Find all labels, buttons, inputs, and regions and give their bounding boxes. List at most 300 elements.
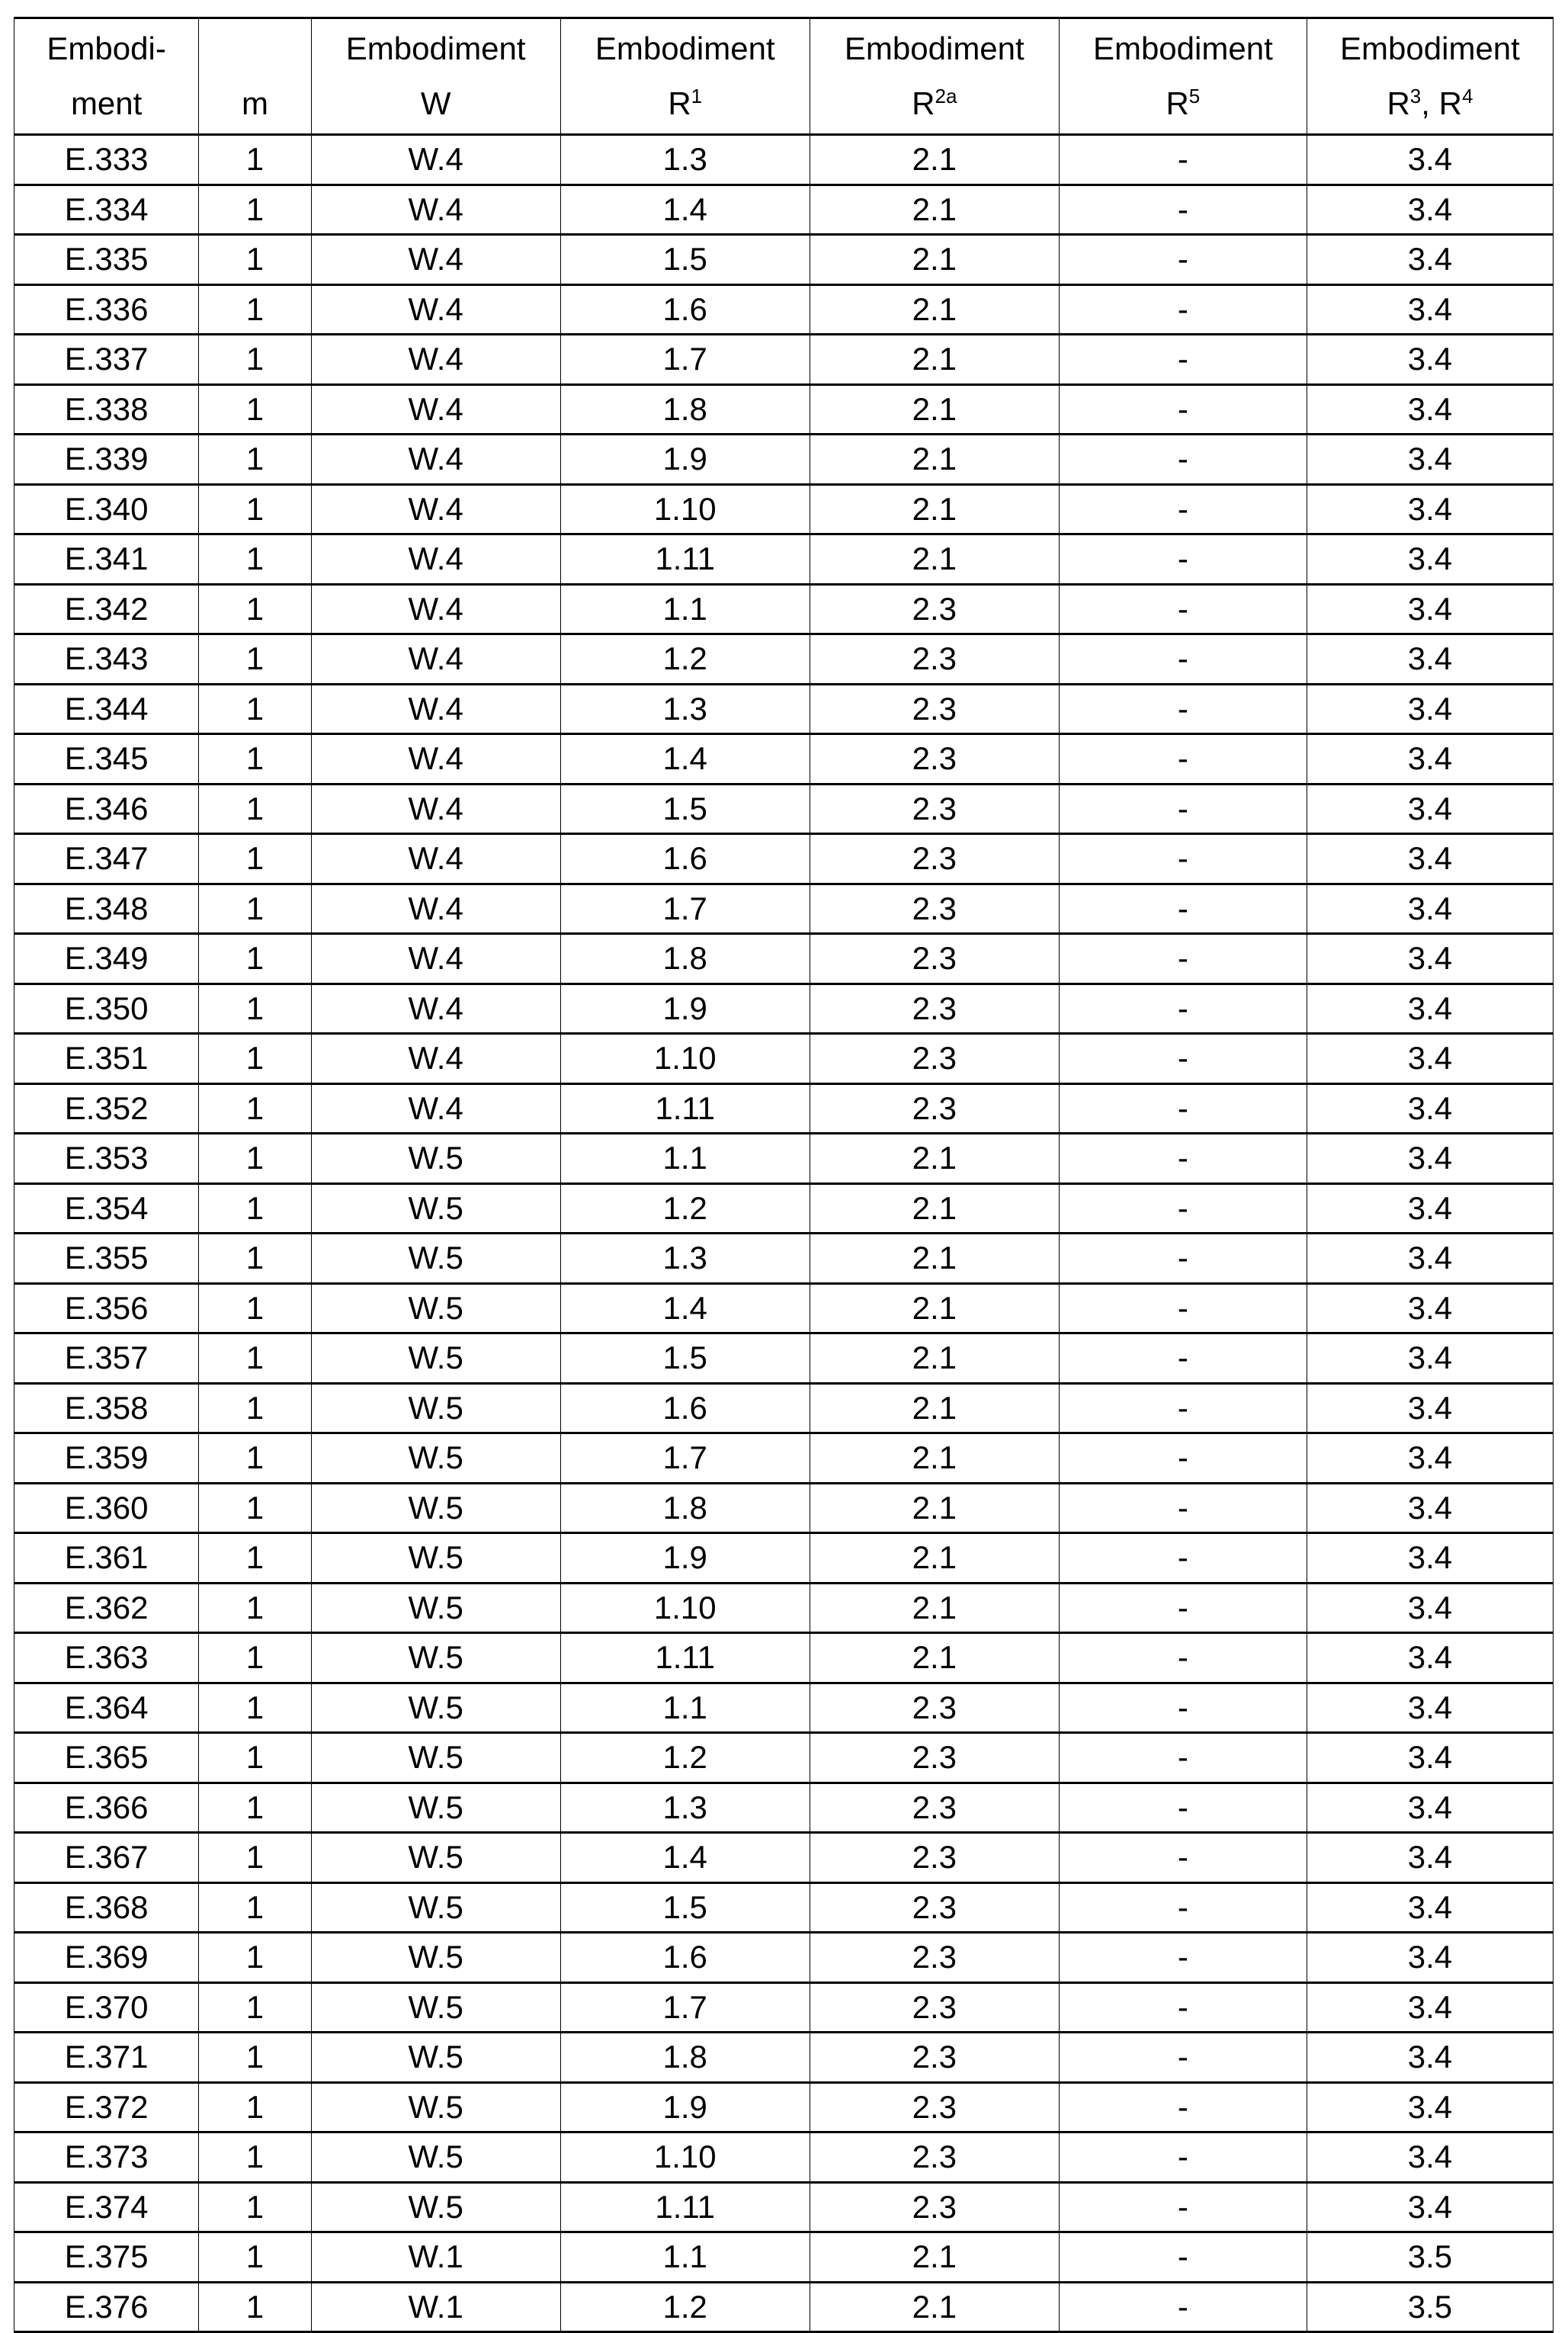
table-row: [14, 2033, 1554, 2083]
cell-r5: -: [1059, 2282, 1307, 2332]
cell-r1: 1.9: [560, 435, 810, 485]
cell-r1: 1.7: [560, 335, 810, 385]
cell-w: W.5: [311, 1733, 560, 1783]
cell-r3-r4: 3.4: [1307, 484, 1553, 534]
cell-r3-r4: 3.4: [1307, 2182, 1553, 2232]
cell-r3-r4: 3.4: [1307, 235, 1553, 285]
cell-m: 1: [199, 1833, 311, 1883]
cell-r5: -: [1059, 2132, 1307, 2183]
cell-r3-r4: 3.4: [1307, 784, 1553, 834]
table-row: [14, 435, 1554, 485]
cell-m: 1: [199, 1533, 311, 1584]
cell-r2a: 2.1: [810, 1383, 1059, 1433]
cell-r5: -: [1059, 1982, 1307, 2033]
cell-m: 1: [199, 135, 311, 185]
cell-r1: 1.10: [560, 2132, 810, 2183]
cell-r1: 1.11: [560, 1083, 810, 1134]
table-row: [14, 934, 1554, 984]
cell-r5: -: [1059, 1533, 1307, 1584]
cell-r3-r4: 3.4: [1307, 1982, 1553, 2033]
cell-r3-r4: 3.4: [1307, 284, 1553, 335]
cell-r5: -: [1059, 435, 1307, 485]
cell-r1: 1.4: [560, 1833, 810, 1883]
table-row: [14, 734, 1554, 785]
cell-r3-r4: 3.4: [1307, 1134, 1553, 1184]
cell-r1: 1.10: [560, 484, 810, 534]
cell-m: 1: [199, 1433, 311, 1484]
header-line1: Embodi-: [46, 30, 166, 66]
table-row: [14, 2182, 1554, 2232]
cell-r3-r4: 3.4: [1307, 1483, 1553, 1533]
cell-r2a: 2.3: [810, 734, 1059, 785]
table-row: [14, 1683, 1554, 1733]
cell-r5: -: [1059, 784, 1307, 834]
table-row: [14, 1533, 1554, 1584]
cell-w: W.4: [311, 684, 560, 734]
cell-r2a: 2.3: [810, 1034, 1059, 1084]
table-row: [14, 2082, 1554, 2132]
table-row: [14, 2232, 1554, 2283]
cell-r1: 1.3: [560, 684, 810, 734]
header-line1: Embodiment: [1340, 30, 1520, 66]
cell-w: W.1: [311, 2282, 560, 2332]
cell-r2a: 2.1: [810, 185, 1059, 235]
cell-r1: 1.1: [560, 2232, 810, 2283]
cell-m: 1: [199, 784, 311, 834]
cell-m: 1: [199, 1933, 311, 1983]
cell-r2a: 2.1: [810, 335, 1059, 385]
cell-m: 1: [199, 984, 311, 1034]
cell-r2a: 2.3: [810, 2132, 1059, 2183]
cell-w: W.4: [311, 235, 560, 285]
cell-r1: 1.9: [560, 984, 810, 1034]
cell-r3-r4: 3.4: [1307, 734, 1553, 785]
table-row: [14, 384, 1554, 435]
cell-r5: -: [1059, 1234, 1307, 1284]
cell-m: 1: [199, 1183, 311, 1234]
cell-r2a: 2.3: [810, 2182, 1059, 2232]
cell-embodiment: E.362: [14, 1583, 199, 1633]
cell-w: W.5: [311, 2082, 560, 2132]
cell-r3-r4: 3.4: [1307, 1283, 1553, 1333]
cell-w: W.4: [311, 335, 560, 385]
cell-r3-r4: 3.4: [1307, 1733, 1553, 1783]
header-superscript: 1: [691, 85, 703, 108]
cell-r1: 1.4: [560, 185, 810, 235]
cell-r5: -: [1059, 1833, 1307, 1883]
cell-r2a: 2.1: [810, 1533, 1059, 1584]
cell-m: 1: [199, 2182, 311, 2232]
cell-r5: -: [1059, 2033, 1307, 2083]
cell-embodiment: E.366: [14, 1783, 199, 1833]
table-row: [14, 1183, 1554, 1234]
cell-w: W.5: [311, 1933, 560, 1983]
table-row: [14, 884, 1554, 934]
cell-w: W.4: [311, 584, 560, 634]
cell-r2a: 2.3: [810, 2082, 1059, 2132]
cell-r3-r4: 3.4: [1307, 934, 1553, 984]
cell-r5: -: [1059, 984, 1307, 1034]
header-row: [14, 18, 1554, 135]
cell-r2a: 2.3: [810, 834, 1059, 884]
header-r1: [560, 18, 810, 135]
cell-m: 1: [199, 484, 311, 534]
cell-r5: -: [1059, 1183, 1307, 1234]
cell-r1: 1.5: [560, 1333, 810, 1384]
cell-r3-r4: 3.4: [1307, 1533, 1553, 1584]
cell-r1: 1.6: [560, 284, 810, 335]
cell-r2a: 2.3: [810, 984, 1059, 1034]
table-row: [14, 1083, 1554, 1134]
cell-embodiment: E.359: [14, 1433, 199, 1484]
cell-r1: 1.11: [560, 1633, 810, 1683]
cell-w: W.5: [311, 1633, 560, 1683]
cell-embodiment: E.344: [14, 684, 199, 734]
cell-embodiment: E.346: [14, 784, 199, 834]
cell-r3-r4: 3.4: [1307, 684, 1553, 734]
cell-r1: 1.5: [560, 784, 810, 834]
header-line2: [810, 76, 1059, 131]
cell-m: 1: [199, 1333, 311, 1384]
cell-w: W.5: [311, 1283, 560, 1333]
cell-m: 1: [199, 1982, 311, 2033]
cell-w: W.5: [311, 2033, 560, 2083]
cell-r3-r4: 3.4: [1307, 2082, 1553, 2132]
cell-r1: 1.2: [560, 2282, 810, 2332]
table-row: [14, 584, 1554, 634]
cell-r2a: 2.1: [810, 2282, 1059, 2332]
cell-r2a: 2.1: [810, 1283, 1059, 1333]
table-row: [14, 1234, 1554, 1284]
cell-r1: 1.2: [560, 634, 810, 685]
cell-r5: -: [1059, 534, 1307, 585]
table-row: [14, 1583, 1554, 1633]
cell-embodiment: E.339: [14, 435, 199, 485]
table-row: [14, 2282, 1554, 2332]
cell-r5: -: [1059, 1433, 1307, 1484]
cell-embodiment: E.348: [14, 884, 199, 934]
header-line1: Embodiment: [844, 30, 1024, 66]
cell-r3-r4: 3.4: [1307, 584, 1553, 634]
cell-m: 1: [199, 1234, 311, 1284]
cell-r1: 1.2: [560, 1733, 810, 1783]
cell-r1: 1.8: [560, 2033, 810, 2083]
cell-embodiment: E.360: [14, 1483, 199, 1533]
cell-r2a: 2.3: [810, 684, 1059, 734]
cell-embodiment: E.333: [14, 135, 199, 185]
cell-r2a: 2.3: [810, 934, 1059, 984]
cell-m: 1: [199, 2232, 311, 2283]
cell-r5: -: [1059, 884, 1307, 934]
cell-r5: -: [1059, 634, 1307, 685]
cell-embodiment: E.357: [14, 1333, 199, 1384]
header-superscript: 2a: [935, 85, 957, 108]
cell-r5: -: [1059, 834, 1307, 884]
cell-embodiment: E.349: [14, 934, 199, 984]
cell-r1: 1.10: [560, 1583, 810, 1633]
table-row: [14, 2132, 1554, 2183]
cell-embodiment: E.364: [14, 1683, 199, 1733]
cell-r5: -: [1059, 1933, 1307, 1983]
cell-w: W.4: [311, 484, 560, 534]
header-r2a: [810, 18, 1059, 135]
cell-embodiment: E.372: [14, 2082, 199, 2132]
cell-m: 1: [199, 1383, 311, 1433]
header-superscript: 5: [1188, 85, 1201, 108]
cell-r2a: 2.3: [810, 1833, 1059, 1883]
cell-m: 1: [199, 235, 311, 285]
cell-r2a: 2.1: [810, 1234, 1059, 1284]
cell-r2a: 2.1: [810, 1183, 1059, 1234]
cell-embodiment: E.345: [14, 734, 199, 785]
cell-r5: -: [1059, 1034, 1307, 1084]
cell-embodiment: E.351: [14, 1034, 199, 1084]
cell-embodiment: E.347: [14, 834, 199, 884]
header-line2: [1060, 76, 1307, 131]
table-row: [14, 135, 1554, 185]
cell-r2a: 2.3: [810, 1683, 1059, 1733]
cell-r2a: 2.1: [810, 135, 1059, 185]
header-r3-r4: [1307, 18, 1553, 135]
cell-m: 1: [199, 335, 311, 385]
cell-r2a: 2.3: [810, 634, 1059, 685]
cell-w: W.5: [311, 1882, 560, 1933]
cell-r2a: 2.1: [810, 284, 1059, 335]
cell-w: W.4: [311, 185, 560, 235]
table-row: [14, 1034, 1554, 1084]
table-body: [14, 135, 1554, 2332]
cell-r3-r4: 3.4: [1307, 335, 1553, 385]
cell-r1: 1.8: [560, 384, 810, 435]
cell-r1: 1.3: [560, 1234, 810, 1284]
cell-r2a: 2.1: [810, 534, 1059, 585]
cell-embodiment: E.365: [14, 1733, 199, 1783]
table-row: [14, 1933, 1554, 1983]
cell-w: W.4: [311, 1034, 560, 1084]
cell-r1: 1.4: [560, 734, 810, 785]
cell-r5: -: [1059, 734, 1307, 785]
cell-w: W.5: [311, 1383, 560, 1433]
cell-m: 1: [199, 534, 311, 585]
cell-r3-r4: 3.4: [1307, 834, 1553, 884]
cell-r3-r4: 3.5: [1307, 2232, 1553, 2283]
cell-r3-r4: 3.4: [1307, 384, 1553, 435]
cell-r1: 1.2: [560, 1183, 810, 1234]
cell-r1: 1.9: [560, 2082, 810, 2132]
cell-w: W.5: [311, 1483, 560, 1533]
cell-r1: 1.9: [560, 1533, 810, 1584]
cell-r2a: 2.1: [810, 1583, 1059, 1633]
cell-r3-r4: 3.4: [1307, 185, 1553, 235]
header-line2: ment: [70, 85, 143, 121]
cell-r3-r4: 3.4: [1307, 1083, 1553, 1134]
cell-w: W.5: [311, 2182, 560, 2232]
cell-embodiment: E.337: [14, 335, 199, 385]
table-row: [14, 1982, 1554, 2033]
header-symbol: R: [1166, 85, 1189, 121]
cell-m: 1: [199, 834, 311, 884]
header-line1: Embodiment: [1092, 30, 1273, 66]
cell-r1: 1.5: [560, 235, 810, 285]
table-row: [14, 1633, 1554, 1683]
cell-embodiment: E.375: [14, 2232, 199, 2283]
header-symbol: R: [668, 85, 691, 121]
table-row: [14, 534, 1554, 585]
cell-r5: -: [1059, 1633, 1307, 1683]
cell-r1: 1.8: [560, 934, 810, 984]
cell-embodiment: E.370: [14, 1982, 199, 2033]
cell-w: W.4: [311, 284, 560, 335]
cell-m: 1: [199, 1283, 311, 1333]
table-row: [14, 1783, 1554, 1833]
cell-r5: -: [1059, 1383, 1307, 1433]
table-row: [14, 784, 1554, 834]
table-row: [14, 1733, 1554, 1783]
header-line2: [1307, 76, 1553, 131]
cell-r3-r4: 3.4: [1307, 1683, 1553, 1733]
cell-embodiment: E.353: [14, 1134, 199, 1184]
cell-w: W.5: [311, 1683, 560, 1733]
cell-r2a: 2.3: [810, 1933, 1059, 1983]
cell-r1: 1.7: [560, 1982, 810, 2033]
cell-w: W.5: [311, 1783, 560, 1833]
cell-r3-r4: 3.4: [1307, 634, 1553, 685]
cell-w: W.4: [311, 734, 560, 785]
table-row: [14, 185, 1554, 235]
cell-embodiment: E.358: [14, 1383, 199, 1433]
cell-r5: -: [1059, 2182, 1307, 2232]
cell-m: 1: [199, 384, 311, 435]
cell-w: W.4: [311, 934, 560, 984]
cell-embodiment: E.352: [14, 1083, 199, 1134]
cell-embodiment: E.335: [14, 235, 199, 285]
cell-r2a: 2.3: [810, 1982, 1059, 2033]
cell-r2a: 2.1: [810, 484, 1059, 534]
cell-r2a: 2.3: [810, 1083, 1059, 1134]
cell-embodiment: E.342: [14, 584, 199, 634]
cell-r5: -: [1059, 2082, 1307, 2132]
table-row: [14, 1283, 1554, 1333]
cell-r3-r4: 3.4: [1307, 1783, 1553, 1833]
cell-w: W.4: [311, 884, 560, 934]
cell-r5: -: [1059, 384, 1307, 435]
cell-w: W.4: [311, 634, 560, 685]
header-w: [311, 18, 560, 135]
cell-r3-r4: 3.4: [1307, 1034, 1553, 1084]
cell-embodiment: E.338: [14, 384, 199, 435]
cell-m: 1: [199, 1633, 311, 1683]
cell-w: W.1: [311, 2232, 560, 2283]
cell-embodiment: E.373: [14, 2132, 199, 2183]
header-line1: Embodiment: [595, 30, 775, 66]
table-header: [14, 18, 1554, 135]
cell-m: 1: [199, 2082, 311, 2132]
cell-m: 1: [199, 284, 311, 335]
cell-m: 1: [199, 884, 311, 934]
cell-m: 1: [199, 584, 311, 634]
cell-r2a: 2.3: [810, 1882, 1059, 1933]
cell-r3-r4: 3.4: [1307, 984, 1553, 1034]
cell-r2a: 2.1: [810, 2232, 1059, 2283]
cell-w: W.5: [311, 1433, 560, 1484]
cell-r3-r4: 3.4: [1307, 1833, 1553, 1883]
cell-w: W.5: [311, 1183, 560, 1234]
header-embodiment: [14, 18, 199, 135]
cell-w: W.4: [311, 1083, 560, 1134]
cell-r3-r4: 3.4: [1307, 435, 1553, 485]
cell-r3-r4: 3.4: [1307, 1933, 1553, 1983]
cell-embodiment: E.354: [14, 1183, 199, 1234]
table-row: [14, 1483, 1554, 1533]
cell-m: 1: [199, 1483, 311, 1533]
cell-w: W.5: [311, 1134, 560, 1184]
cell-r2a: 2.3: [810, 784, 1059, 834]
cell-r3-r4: 3.4: [1307, 534, 1553, 585]
cell-r3-r4: 3.4: [1307, 1633, 1553, 1683]
cell-m: 1: [199, 934, 311, 984]
cell-r1: 1.4: [560, 1283, 810, 1333]
cell-embodiment: E.341: [14, 534, 199, 585]
cell-m: 1: [199, 1733, 311, 1783]
cell-m: 1: [199, 2033, 311, 2083]
cell-r5: -: [1059, 1733, 1307, 1783]
header-line2: m: [241, 85, 268, 121]
cell-w: W.5: [311, 1583, 560, 1633]
cell-r2a: 2.1: [810, 435, 1059, 485]
cell-m: 1: [199, 1034, 311, 1084]
cell-r3-r4: 3.4: [1307, 2033, 1553, 2083]
cell-r1: 1.1: [560, 584, 810, 634]
cell-r3-r4: 3.4: [1307, 1234, 1553, 1284]
cell-w: W.4: [311, 384, 560, 435]
cell-r3-r4: 3.4: [1307, 1583, 1553, 1633]
table-row: [14, 1333, 1554, 1384]
header-line1: [199, 21, 310, 76]
cell-r5: -: [1059, 1483, 1307, 1533]
cell-embodiment: E.369: [14, 1933, 199, 1983]
cell-embodiment: E.336: [14, 284, 199, 335]
header-m: [199, 18, 311, 135]
cell-m: 1: [199, 1882, 311, 1933]
cell-embodiment: E.340: [14, 484, 199, 534]
cell-r5: -: [1059, 1083, 1307, 1134]
cell-r2a: 2.1: [810, 1633, 1059, 1683]
cell-m: 1: [199, 1583, 311, 1633]
cell-r5: -: [1059, 584, 1307, 634]
table-row: [14, 1134, 1554, 1184]
cell-r5: -: [1059, 934, 1307, 984]
cell-m: 1: [199, 734, 311, 785]
cell-embodiment: E.356: [14, 1283, 199, 1333]
cell-r3-r4: 3.4: [1307, 1433, 1553, 1484]
cell-r1: 1.8: [560, 1483, 810, 1533]
header-line2: [561, 76, 810, 131]
cell-r2a: 2.3: [810, 1733, 1059, 1783]
cell-w: W.5: [311, 1234, 560, 1284]
table-row: [14, 235, 1554, 285]
cell-r1: 1.6: [560, 1383, 810, 1433]
cell-r2a: 2.1: [810, 384, 1059, 435]
cell-r2a: 2.3: [810, 584, 1059, 634]
cell-r1: 1.7: [560, 1433, 810, 1484]
table-row: [14, 1383, 1554, 1433]
cell-r5: -: [1059, 1783, 1307, 1833]
cell-r1: 1.5: [560, 1882, 810, 1933]
header-line1: Embodiment: [345, 30, 526, 66]
cell-r2a: 2.3: [810, 1783, 1059, 1833]
cell-r3-r4: 3.5: [1307, 2282, 1553, 2332]
table-row: [14, 1833, 1554, 1883]
